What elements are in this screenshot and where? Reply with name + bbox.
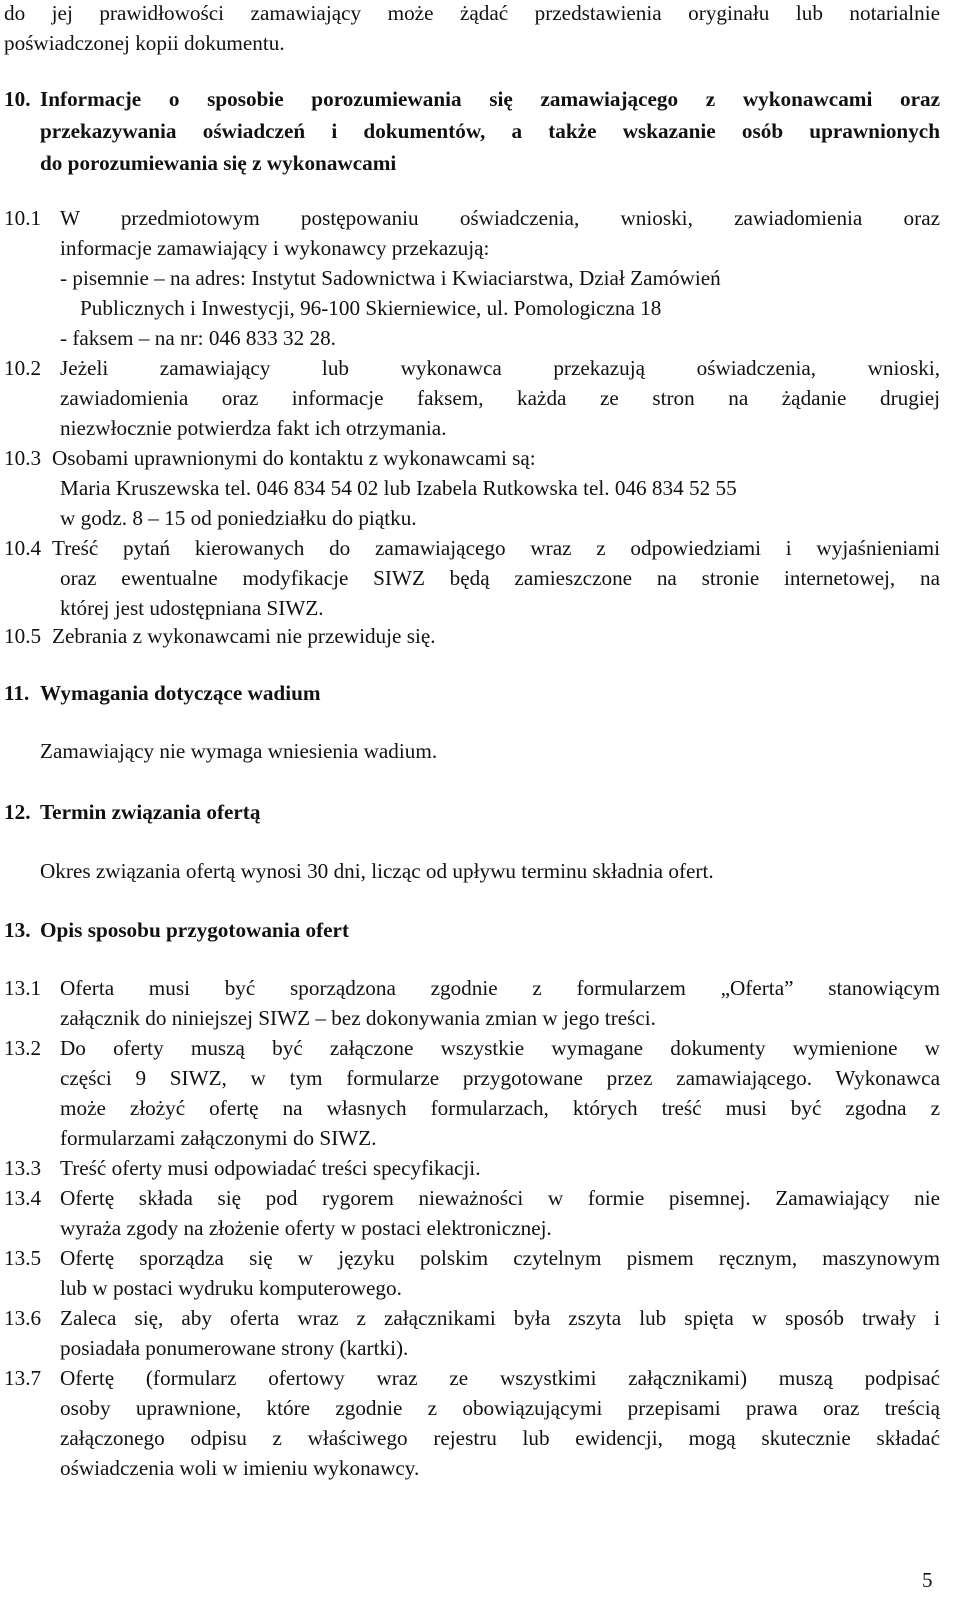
paragraph-line: której jest udostępniana SIWZ. <box>60 596 324 620</box>
paragraph-line: Treść pytań kierowanych do zamawiającego wraz z odpowiedziami i wyjaśnieniami <box>52 536 940 560</box>
paragraph-number: 13.6 <box>4 1306 42 1330</box>
paragraph-line: - pisemnie – na adres: Instytut Sadownictwa i Kwiaciarstwa, Dział Zamówień <box>60 266 721 290</box>
paragraph-line: załącznik do niniejszej SIWZ – bez dokonywania zmian w jego treści. <box>60 1006 656 1030</box>
section-heading: Informacje o sposobie porozumiewania się zamawiającego z wykonawcami oraz <box>40 87 940 111</box>
paragraph-line: Ofertę składa się pod rygorem nieważności w formie pisemnej. Zamawiający nie <box>60 1186 940 1210</box>
paragraph-number: 13.2 <box>4 1036 42 1060</box>
paragraph-line: wyraża zgody na złożenie oferty w postaci elektronicznej. <box>60 1216 552 1240</box>
paragraph-line: oraz ewentualne modyfikacje SIWZ będą zamieszczone na stronie internetowej, na <box>60 566 940 590</box>
paragraph-number: 10.4 <box>4 536 42 560</box>
paragraph-line: - faksem – na nr: 046 833 32 28. <box>60 326 336 350</box>
paragraph-number: 13.3 <box>4 1156 42 1180</box>
paragraph-line: posiadała ponumerowane strony (kartki). <box>60 1336 409 1360</box>
section-heading: przekazywania oświadczeń i dokumentów, a także wskazanie osób uprawnionych <box>40 119 940 143</box>
paragraph-line: oświadczenia woli w imieniu wykonawcy. <box>60 1456 420 1480</box>
paragraph-number: 10.1 <box>4 206 42 230</box>
paragraph-line: Zaleca się, aby oferta wraz z załącznikami była zszyta lub spięta w sposób trwały i <box>60 1306 940 1330</box>
section-number: 11. <box>4 681 30 705</box>
paragraph-number: 13.5 <box>4 1246 42 1270</box>
paragraph-line: lub w postaci wydruku komputerowego. <box>60 1276 402 1300</box>
paragraph-line: części 9 SIWZ, w tym formularze przygotowane przez zamawiającego. Wykonawca <box>60 1066 940 1090</box>
paragraph-line: osoby uprawnione, które zgodnie z obowiązującymi przepisami prawa oraz treścią <box>60 1396 940 1420</box>
intro-line: poświadczonej kopii dokumentu. <box>4 31 285 55</box>
paragraph-line: Publicznych i Inwestycji, 96-100 Skierniewice, ul. Pomologiczna 18 <box>80 296 662 320</box>
page-number: 5 <box>922 1568 933 1592</box>
paragraph-line: Oferta musi być sporządzona zgodnie z formularzem „Oferta” stanowiącym <box>60 976 940 1000</box>
paragraph-number: 10.2 <box>4 356 42 380</box>
paragraph-number: 10.3 <box>4 446 42 470</box>
paragraph-number: 13.7 <box>4 1366 42 1390</box>
section-heading: do porozumiewania się z wykonawcami <box>40 151 397 175</box>
paragraph-line: Osobami uprawnionymi do kontaktu z wykonawcami są: <box>52 446 536 470</box>
section-heading: Wymagania dotyczące wadium <box>40 681 321 705</box>
paragraph-line: może złożyć ofertę na własnych formularzach, których treść musi być zgodna z <box>60 1096 940 1120</box>
paragraph-line: Treść oferty musi odpowiadać treści specyfikacji. <box>60 1156 481 1180</box>
paragraph-line: informacje zamawiający i wykonawcy przekazują: <box>60 236 490 260</box>
section-number: 12. <box>4 800 31 824</box>
paragraph-line: w godz. 8 – 15 od poniedziałku do piątku. <box>60 506 417 530</box>
paragraph-number: 13.1 <box>4 976 42 1000</box>
paragraph-line: Zamawiający nie wymaga wniesienia wadium. <box>40 739 438 763</box>
section-number: 10. <box>4 87 31 111</box>
paragraph-number: 13.4 <box>4 1186 42 1210</box>
paragraph-line: Okres związania ofertą wynosi 30 dni, licząc od upływu terminu składnia ofert. <box>40 859 714 883</box>
section-number: 13. <box>4 918 31 942</box>
paragraph-line: Ofertę sporządza się w języku polskim czytelnym pismem ręcznym, maszynowym <box>60 1246 940 1270</box>
paragraph-line: zawiadomienia oraz informacje faksem, każda ze stron na żądanie drugiej <box>60 386 940 410</box>
section-heading: Termin związania ofertą <box>40 800 261 824</box>
paragraph-line: niezwłocznie potwierdza fakt ich otrzymania. <box>60 416 447 440</box>
paragraph-line: Maria Kruszewska tel. 046 834 54 02 lub Izabela Rutkowska tel. 046 834 52 55 <box>60 476 737 500</box>
section-heading: Opis sposobu przygotowania ofert <box>40 918 350 942</box>
paragraph-line: Ofertę (formularz ofertowy wraz ze wszystkimi załącznikami) muszą podpisać <box>60 1366 940 1390</box>
paragraph-line: formularzami załączonymi do SIWZ. <box>60 1126 377 1150</box>
paragraph-line: W przedmiotowym postępowaniu oświadczenia, wnioski, zawiadomienia oraz <box>60 206 940 230</box>
paragraph-number: 10.5 <box>4 624 42 648</box>
paragraph-line: Zebrania z wykonawcami nie przewiduje się. <box>52 624 436 648</box>
paragraph-line: załączonego odpisu z właściwego rejestru lub ewidencji, mogą skutecznie składać <box>60 1426 940 1450</box>
paragraph-line: Jeżeli zamawiający lub wykonawca przekazują oświadczenia, wnioski, <box>60 356 940 380</box>
intro-line: do jej prawidłowości zamawiający może żądać przedstawienia oryginału lub notarialnie <box>4 1 940 25</box>
paragraph-line: Do oferty muszą być załączone wszystkie wymagane dokumenty wymienione w <box>60 1036 940 1060</box>
